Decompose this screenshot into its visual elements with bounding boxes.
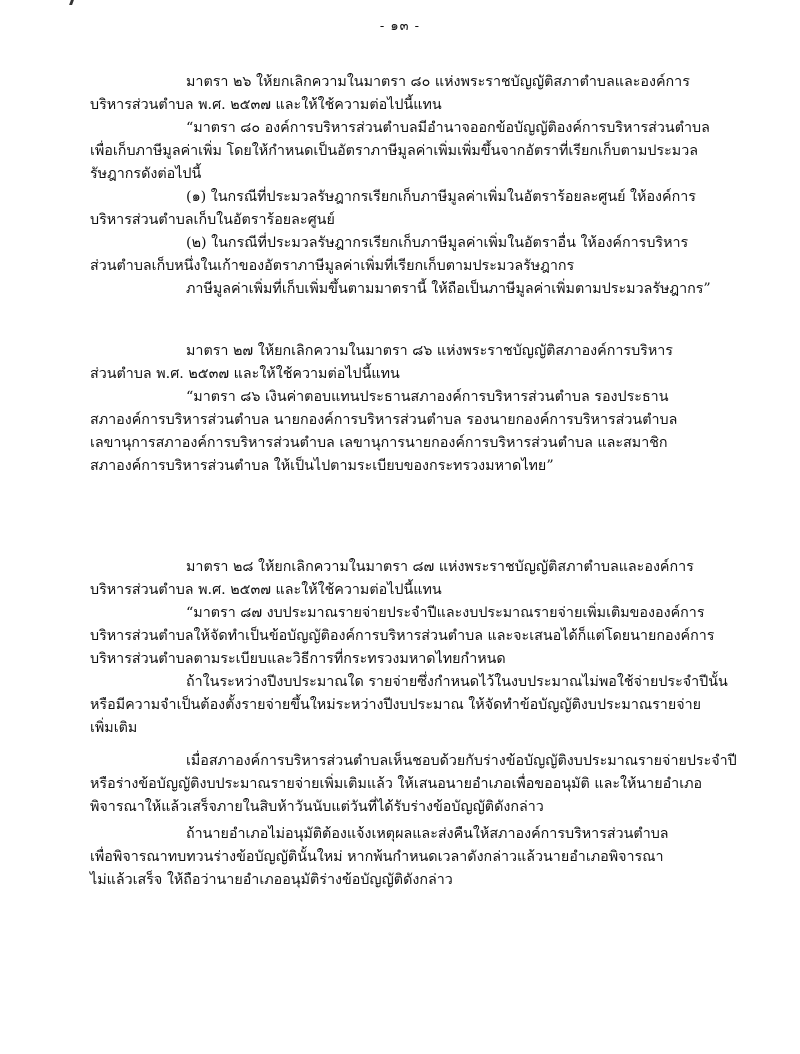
section-27-line: มาตรา ๒๗ ให้ยกเลิกความในมาตรา ๘๖ แห่งพระราชบัญญัติสภาองค์การบริหาร <box>186 343 673 359</box>
section-28-line: มาตรา ๒๘ ให้ยกเลิกความในมาตรา ๘๗ แห่งพระราชบัญญัติสภาตำบลและองค์การ <box>186 559 694 575</box>
section-28-line: “มาตรา ๘๗ งบประมาณรายจ่ายประจำปีและงบประมาณรายจ่ายเพิ่มเติมขององค์การ <box>186 605 705 621</box>
section-27-line: เลขานุการสภาองค์การบริหารส่วนตำบล เลขานุการนายกองค์การบริหารส่วนตำบล และสมาชิก <box>90 435 668 451</box>
section-28-line: ถ้านายอำเภอไม่อนุมัติต้องแจ้งเหตุผลและส่งคืนให้สภาองค์การบริหารส่วนตำบล <box>186 826 669 842</box>
scan-speck <box>69 0 74 5</box>
section-28-line: เพิ่มเติม <box>90 720 138 736</box>
section-26-line: ส่วนตำบลเก็บหนึ่งในเก้าของอัตราภาษีมูลค่าเพิ่มที่เรียกเก็บตามประมวลรัษฎากร <box>90 258 575 274</box>
section-26-line: บริหารส่วนตำบลเก็บในอัตราร้อยละศูนย์ <box>90 212 335 228</box>
section-28-line: เพื่อพิจารณาทบทวนร่างข้อบัญญัตินั้นใหม่ หากพ้นกำหนดเวลาดังกล่าวแล้วนายอำเภอพิจารณา <box>90 849 664 865</box>
section-28-line: พิจารณาให้แล้วเสร็จภายในสิบห้าวันนับแต่วันที่ได้รับร่างข้อบัญญัติดังกล่าว <box>90 799 544 815</box>
section-28-block <box>90 556 750 892</box>
section-28-line: บริหารส่วนตำบลตามระเบียบและวิธีการที่กระทรวงมหาดไทยกำหนด <box>90 651 506 667</box>
section-27-line: ส่วนตำบล พ.ศ. ๒๕๓๗ และให้ใช้ความต่อไปนี้แทน <box>90 366 400 382</box>
section-27-line: สภาองค์การบริหารส่วนตำบล ให้เป็นไปตามระเบียบของกระทรวงมหาดไทย” <box>90 458 554 474</box>
section-28-line: เมื่อสภาองค์การบริหารส่วนตำบลเห็นชอบด้วยกับร่างข้อบัญญัติงบประมาณรายจ่ายประจำปี <box>186 753 737 769</box>
section-26-line: รัษฎากรดังต่อไปนี้ <box>90 166 202 182</box>
section-26-line: (๑) ในกรณีที่ประมวลรัษฎากรเรียกเก็บภาษีมูลค่าเพิ่มในอัตราร้อยละศูนย์ ให้องค์การ <box>186 189 696 205</box>
section-27-block <box>90 340 750 478</box>
section-26-line: บริหารส่วนตำบล พ.ศ. ๒๕๓๗ และให้ใช้ความต่อไปนี้แทน <box>90 97 442 113</box>
section-26-line: มาตรา ๒๖ ให้ยกเลิกความในมาตรา ๘๐ แห่งพระราชบัญญัติสภาตำบลและองค์การ <box>186 74 690 90</box>
section-28-line: ไม่แล้วเสร็จ ให้ถือว่านายอำเภออนุมัติร่างข้อบัญญัติดังกล่าว <box>90 872 453 888</box>
section-26-block <box>90 71 750 301</box>
section-28-line: หรือมีความจำเป็นต้องตั้งรายจ่ายขึ้นใหม่ระหว่างปีงบประมาณ ให้จัดทำข้อบัญญัติงบประมาณรายจ่าย <box>90 697 701 713</box>
section-27-line: “มาตรา ๘๖ เงินค่าตอบแทนประธานสภาองค์การบริหารส่วนตำบล รองประธาน <box>186 389 669 405</box>
section-26-line: “มาตรา ๘๐ องค์การบริหารส่วนตำบลมีอำนาจออกข้อบัญญัติองค์การบริหารส่วนตำบล <box>186 120 710 136</box>
section-26-line: (๒) ในกรณีที่ประมวลรัษฎากรเรียกเก็บภาษีมูลค่าเพิ่มในอัตราอื่น ให้องค์การบริหาร <box>186 235 689 251</box>
page-number: - ๑๓ - <box>379 19 421 34</box>
section-28-line: บริหารส่วนตำบล พ.ศ. ๒๕๓๗ และให้ใช้ความต่อไปนี้แทน <box>90 582 442 598</box>
section-28-line: หรือร่างข้อบัญญัติงบประมาณรายจ่ายเพิ่มเติมแล้ว ให้เสนอนายอำเภอเพื่อขออนุมัติ และให้นายอำเภอ <box>90 776 703 792</box>
section-28-line: บริหารส่วนตำบลให้จัดทำเป็นข้อบัญญัติองค์การบริหารส่วนตำบล และจะเสนอได้ก็แต่โดยนายกองค์การ <box>90 628 715 644</box>
section-27-line: สภาองค์การบริหารส่วนตำบล นายกองค์การบริหารส่วนตำบล รองนายกองค์การบริหารส่วนตำบล <box>90 412 678 428</box>
section-28-line: ถ้าในระหว่างปีงบประมาณใด รายจ่ายซึ่งกำหนดไว้ในงบประมาณไม่พอใช้จ่ายประจำปีนั้น <box>186 674 728 690</box>
section-26-line: เพื่อเก็บภาษีมูลค่าเพิ่ม โดยให้กำหนดเป็นอัตราภาษีมูลค่าเพิ่มเพิ่มขึ้นจากอัตราที่เรียกเก็บตามประมวล <box>90 143 699 159</box>
section-26-line: ภาษีมูลค่าเพิ่มที่เก็บเพิ่มขึ้นตามมาตรานี้ ให้ถือเป็นภาษีมูลค่าเพิ่มตามประมวลรัษฎากร” <box>186 281 711 297</box>
